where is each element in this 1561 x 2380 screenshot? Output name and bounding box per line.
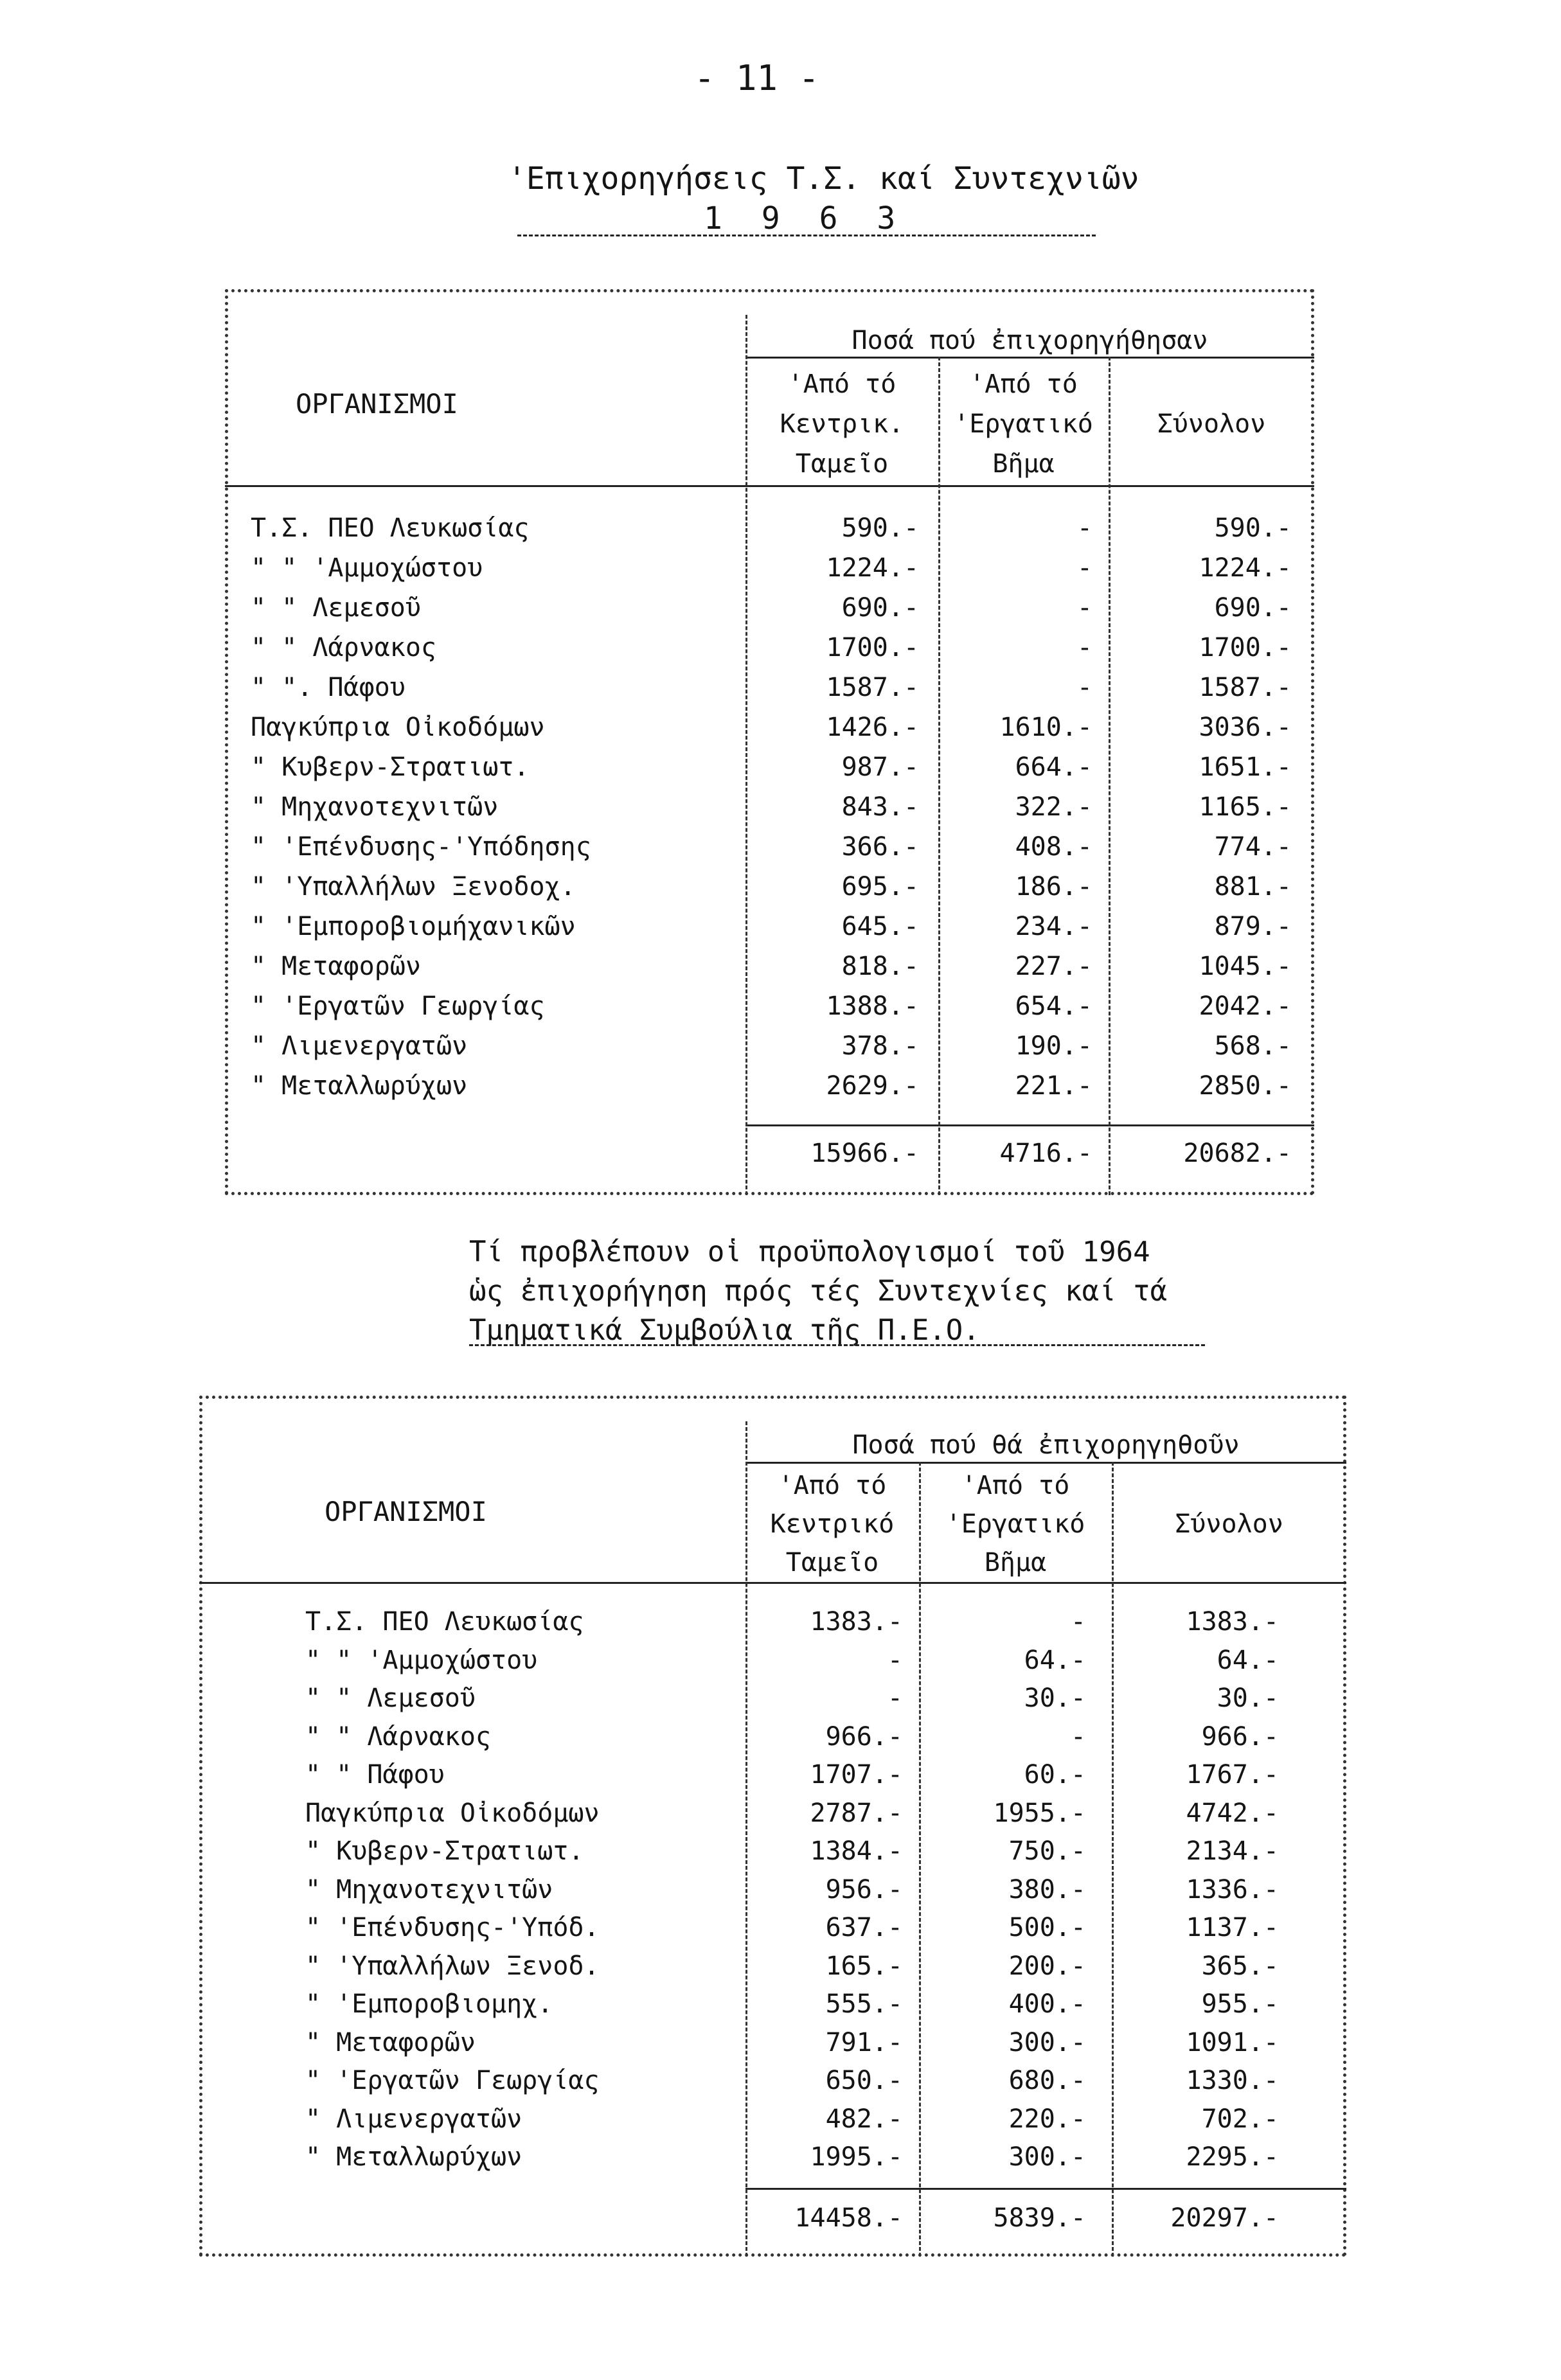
cell-total: 2042.- [1199,991,1292,1021]
cell-central: 1700.- [826,633,919,662]
note-line: Τμηματικά Συμβούλια τῆς Π.Ε.Ο. [469,1314,980,1347]
cell-central: 1388.- [826,991,919,1021]
cell-org: " Μεταλλωρύχων [251,1071,468,1101]
total-sum: 20297.- [1170,2203,1279,2233]
cell-org: " Μεταλλωρύχων [305,2142,522,2172]
cell-central: 843.- [841,792,919,822]
total-sum: 20682.- [1183,1139,1292,1168]
header-central-line2: Κεντρικό [770,1509,895,1539]
cell-labour: 234.- [1015,912,1093,941]
cell-labour: 380.- [1008,1875,1086,1905]
cell-total: 1383.- [1186,1607,1279,1637]
cell-labour: 186.- [1015,872,1093,901]
cell-org: Παγκύπρια Οἰκοδόμων [251,713,545,742]
section-title-1963: 'Επιχορηγήσεις Τ.Σ. καί Συντεχνιῶν [508,161,1139,197]
table-border-left [225,289,228,1195]
cell-central: 590.- [841,513,919,543]
cell-central: 1224.- [826,553,919,583]
cell-org: " ". Πάφου [251,673,406,702]
cell-central: 1707.- [810,1760,903,1789]
table-border-bottom [225,1192,1314,1195]
cell-org: " Κυβερν-Στρατιωτ. [305,1836,584,1866]
header-labour-line1: 'Από τό [961,1471,1070,1500]
cell-labour: 220.- [1008,2104,1086,2134]
header-group: Ποσά πού θά ἐπιχορηγηθοῦν [852,1430,1240,1460]
total-central: 14458.- [794,2203,903,2233]
cell-total: 1045.- [1199,952,1292,981]
totals-rule [745,1124,1314,1126]
cell-total: 955.- [1201,1989,1279,2019]
cell-labour: - [1076,633,1093,662]
header-central-line3: Ταμεῖο [785,1548,879,1577]
header-group: Ποσά πού ἐπιχορηγήθησαν [852,326,1208,355]
header-rule [225,485,1314,487]
group-header-rule [745,357,1314,359]
table-border-left [199,1396,202,2257]
cell-total: 702.- [1201,2104,1279,2134]
cell-central: 1995.- [810,2142,903,2172]
cell-total: 2295.- [1186,2142,1279,2172]
table-border-bottom [199,2253,1346,2257]
cell-org: " Λιμενεργατῶν [251,1031,468,1061]
total-labour: 5839.- [993,2203,1086,2233]
cell-central: 645.- [841,912,919,941]
cell-total: 2134.- [1186,1836,1279,1866]
cell-labour: 227.- [1015,952,1093,981]
table-border-top [225,289,1314,292]
header-central-line2: Κεντρικ. [780,409,904,439]
cell-org: " Μηχανοτεχνιτῶν [305,1875,553,1905]
cell-central: 366.- [841,832,919,862]
cell-total: 966.- [1201,1722,1279,1752]
header-org: ΟΡΓΑΝΙΣΜΟΙ [325,1496,487,1527]
cell-central: 956.- [825,1875,903,1905]
cell-total: 1587.- [1199,673,1292,702]
cell-central: - [887,1683,903,1713]
cell-total: 590.- [1214,513,1292,543]
cell-org: " Μηχανοτεχνιτῶν [251,792,499,822]
cell-total: 64.- [1217,1646,1279,1675]
cell-org: " " Πάφου [305,1760,445,1789]
cell-org: " " Λάρνακος [305,1722,491,1752]
cell-central: 1383.- [810,1607,903,1637]
cell-central: 695.- [841,872,919,901]
cell-total: 1137.- [1186,1913,1279,1942]
cell-total: 30.- [1217,1683,1279,1713]
cell-total: 2850.- [1199,1071,1292,1101]
cell-total: 1336.- [1186,1875,1279,1905]
cell-org: " 'Υπαλλήλων Ξενοδοχ. [251,872,576,901]
cell-total: 1651.- [1199,752,1292,782]
cell-org: Τ.Σ. ΠΕΟ Λευκωσίας [305,1607,584,1637]
cell-labour: 30.- [1024,1683,1086,1713]
cell-central: 2787.- [810,1798,903,1828]
cell-labour: 60.- [1024,1760,1086,1789]
group-header-rule [745,1462,1346,1464]
cell-labour: 221.- [1015,1071,1093,1101]
cell-org: " 'Εργατῶν Γεωργίας [251,991,545,1021]
cell-org: Παγκύπρια Οἰκοδόμων [305,1798,600,1828]
cell-central: 966.- [825,1722,903,1752]
cell-labour: - [1070,1722,1086,1752]
header-central-line3: Ταμεῖο [795,449,889,479]
cell-central: 482.- [825,2104,903,2134]
cell-total: 881.- [1214,872,1292,901]
page-number: - 11 - [694,58,820,98]
table-border-top [199,1396,1346,1399]
cell-labour: 400.- [1008,1989,1086,2019]
cell-central: 690.- [841,593,919,623]
note-line: Τί προβλέπουν οἱ προϋπολογισμοί τοῦ 1964 [469,1236,1150,1268]
cell-central: 650.- [825,2066,903,2095]
section-year-1963: 1 9 6 3 [704,200,906,236]
cell-org: " 'Επένδυσης-'Υπόδησης [251,832,591,862]
note-line: ὡς ἐπιχορήγηση πρός τές Συντεχνίες καί τά [469,1275,1168,1308]
cell-org: " 'Επένδυσης-'Υπόδ. [305,1913,600,1942]
cell-central: 2629.- [826,1071,919,1101]
header-rule [199,1582,1346,1584]
header-total: Σύνολον [1175,1509,1283,1539]
cell-labour: 680.- [1008,2066,1086,2095]
header-labour-line3: Βῆμα [992,449,1055,479]
cell-central: 165.- [825,1951,903,1981]
note-underline [469,1344,1205,1346]
cell-total: 4742.- [1186,1798,1279,1828]
cell-org: " 'Υπαλλήλων Ξενοδ. [305,1951,600,1981]
cell-central: 1384.- [810,1836,903,1866]
total-central: 15966.- [810,1139,919,1168]
cell-central: 987.- [841,752,919,782]
cell-labour: - [1076,673,1093,702]
cell-org: " Κυβερν-Στρατιωτ. [251,752,530,782]
cell-org: " Μεταφορῶν [251,952,421,981]
cell-labour: 300.- [1008,2142,1086,2172]
cell-labour: 322.- [1015,792,1093,822]
cell-org: " 'Εμποροβιομήχανικῶν [251,912,576,941]
cell-org: " " Λάρνακος [251,633,436,662]
header-labour-line2: 'Εργατικό [945,1509,1085,1539]
cell-labour: 408.- [1015,832,1093,862]
header-labour-line2: 'Εργατικό [954,409,1093,439]
cell-labour: 300.- [1008,2028,1086,2057]
cell-central: 818.- [841,952,919,981]
cell-total: 1330.- [1186,2066,1279,2095]
cell-org: " 'Εμποροβιομηχ. [305,1989,553,2019]
cell-labour: 750.- [1008,1836,1086,1866]
cell-central: 555.- [825,1989,903,2019]
cell-labour: 1955.- [993,1798,1086,1828]
cell-org: " " Λεμεσοῦ [305,1683,476,1713]
cell-labour: - [1076,513,1093,543]
cell-total: 1091.- [1186,2028,1279,2057]
cell-central: 791.- [825,2028,903,2057]
header-total: Σύνολον [1157,409,1266,439]
cell-labour: - [1070,1607,1086,1637]
cell-org: " Μεταφορῶν [305,2028,476,2057]
title-underline-1963 [517,235,1096,236]
cell-org: Τ.Σ. ΠΕΟ Λευκωσίας [251,513,530,543]
cell-central: 1426.- [826,713,919,742]
cell-org: " " 'Αμμοχώστου [251,553,483,583]
cell-central: 378.- [841,1031,919,1061]
cell-total: 365.- [1201,1951,1279,1981]
cell-total: 1767.- [1186,1760,1279,1789]
cell-org: " " Λεμεσοῦ [251,593,421,623]
totals-rule [745,2188,1346,2190]
cell-total: 690.- [1214,593,1292,623]
cell-total: 1700.- [1199,633,1292,662]
cell-labour: 64.- [1024,1646,1086,1675]
header-central-line1: 'Από τό [787,369,896,399]
cell-total: 774.- [1214,832,1292,862]
cell-org: " " 'Αμμοχώστου [305,1646,538,1675]
cell-total: 1165.- [1199,792,1292,822]
cell-central: 1587.- [826,673,919,702]
header-labour-line3: Βῆμα [984,1548,1047,1577]
total-labour: 4716.- [999,1139,1093,1168]
cell-total: 568.- [1214,1031,1292,1061]
cell-labour: 664.- [1015,752,1093,782]
cell-labour: - [1076,593,1093,623]
cell-labour: 654.- [1015,991,1093,1021]
cell-central: - [887,1646,903,1675]
budget-note-1964 [469,1232,1167,1350]
cell-labour: 1610.- [999,713,1093,742]
cell-total: 3036.- [1199,713,1292,742]
cell-labour: - [1076,553,1093,583]
cell-labour: 500.- [1008,1913,1086,1942]
header-central-line1: 'Από τό [778,1471,887,1500]
table-1964 [199,1396,1346,2257]
header-labour-line1: 'Από τό [969,369,1078,399]
cell-labour: 200.- [1008,1951,1086,1981]
cell-labour: 190.- [1015,1031,1093,1061]
cell-org: " 'Εργατῶν Γεωργίας [305,2066,600,2095]
table-1963 [225,289,1314,1195]
header-org: ΟΡΓΑΝΙΣΜΟΙ [296,388,458,420]
cell-org: " Λιμενεργατῶν [305,2104,522,2134]
cell-total: 879.- [1214,912,1292,941]
cell-central: 637.- [825,1913,903,1942]
cell-total: 1224.- [1199,553,1292,583]
